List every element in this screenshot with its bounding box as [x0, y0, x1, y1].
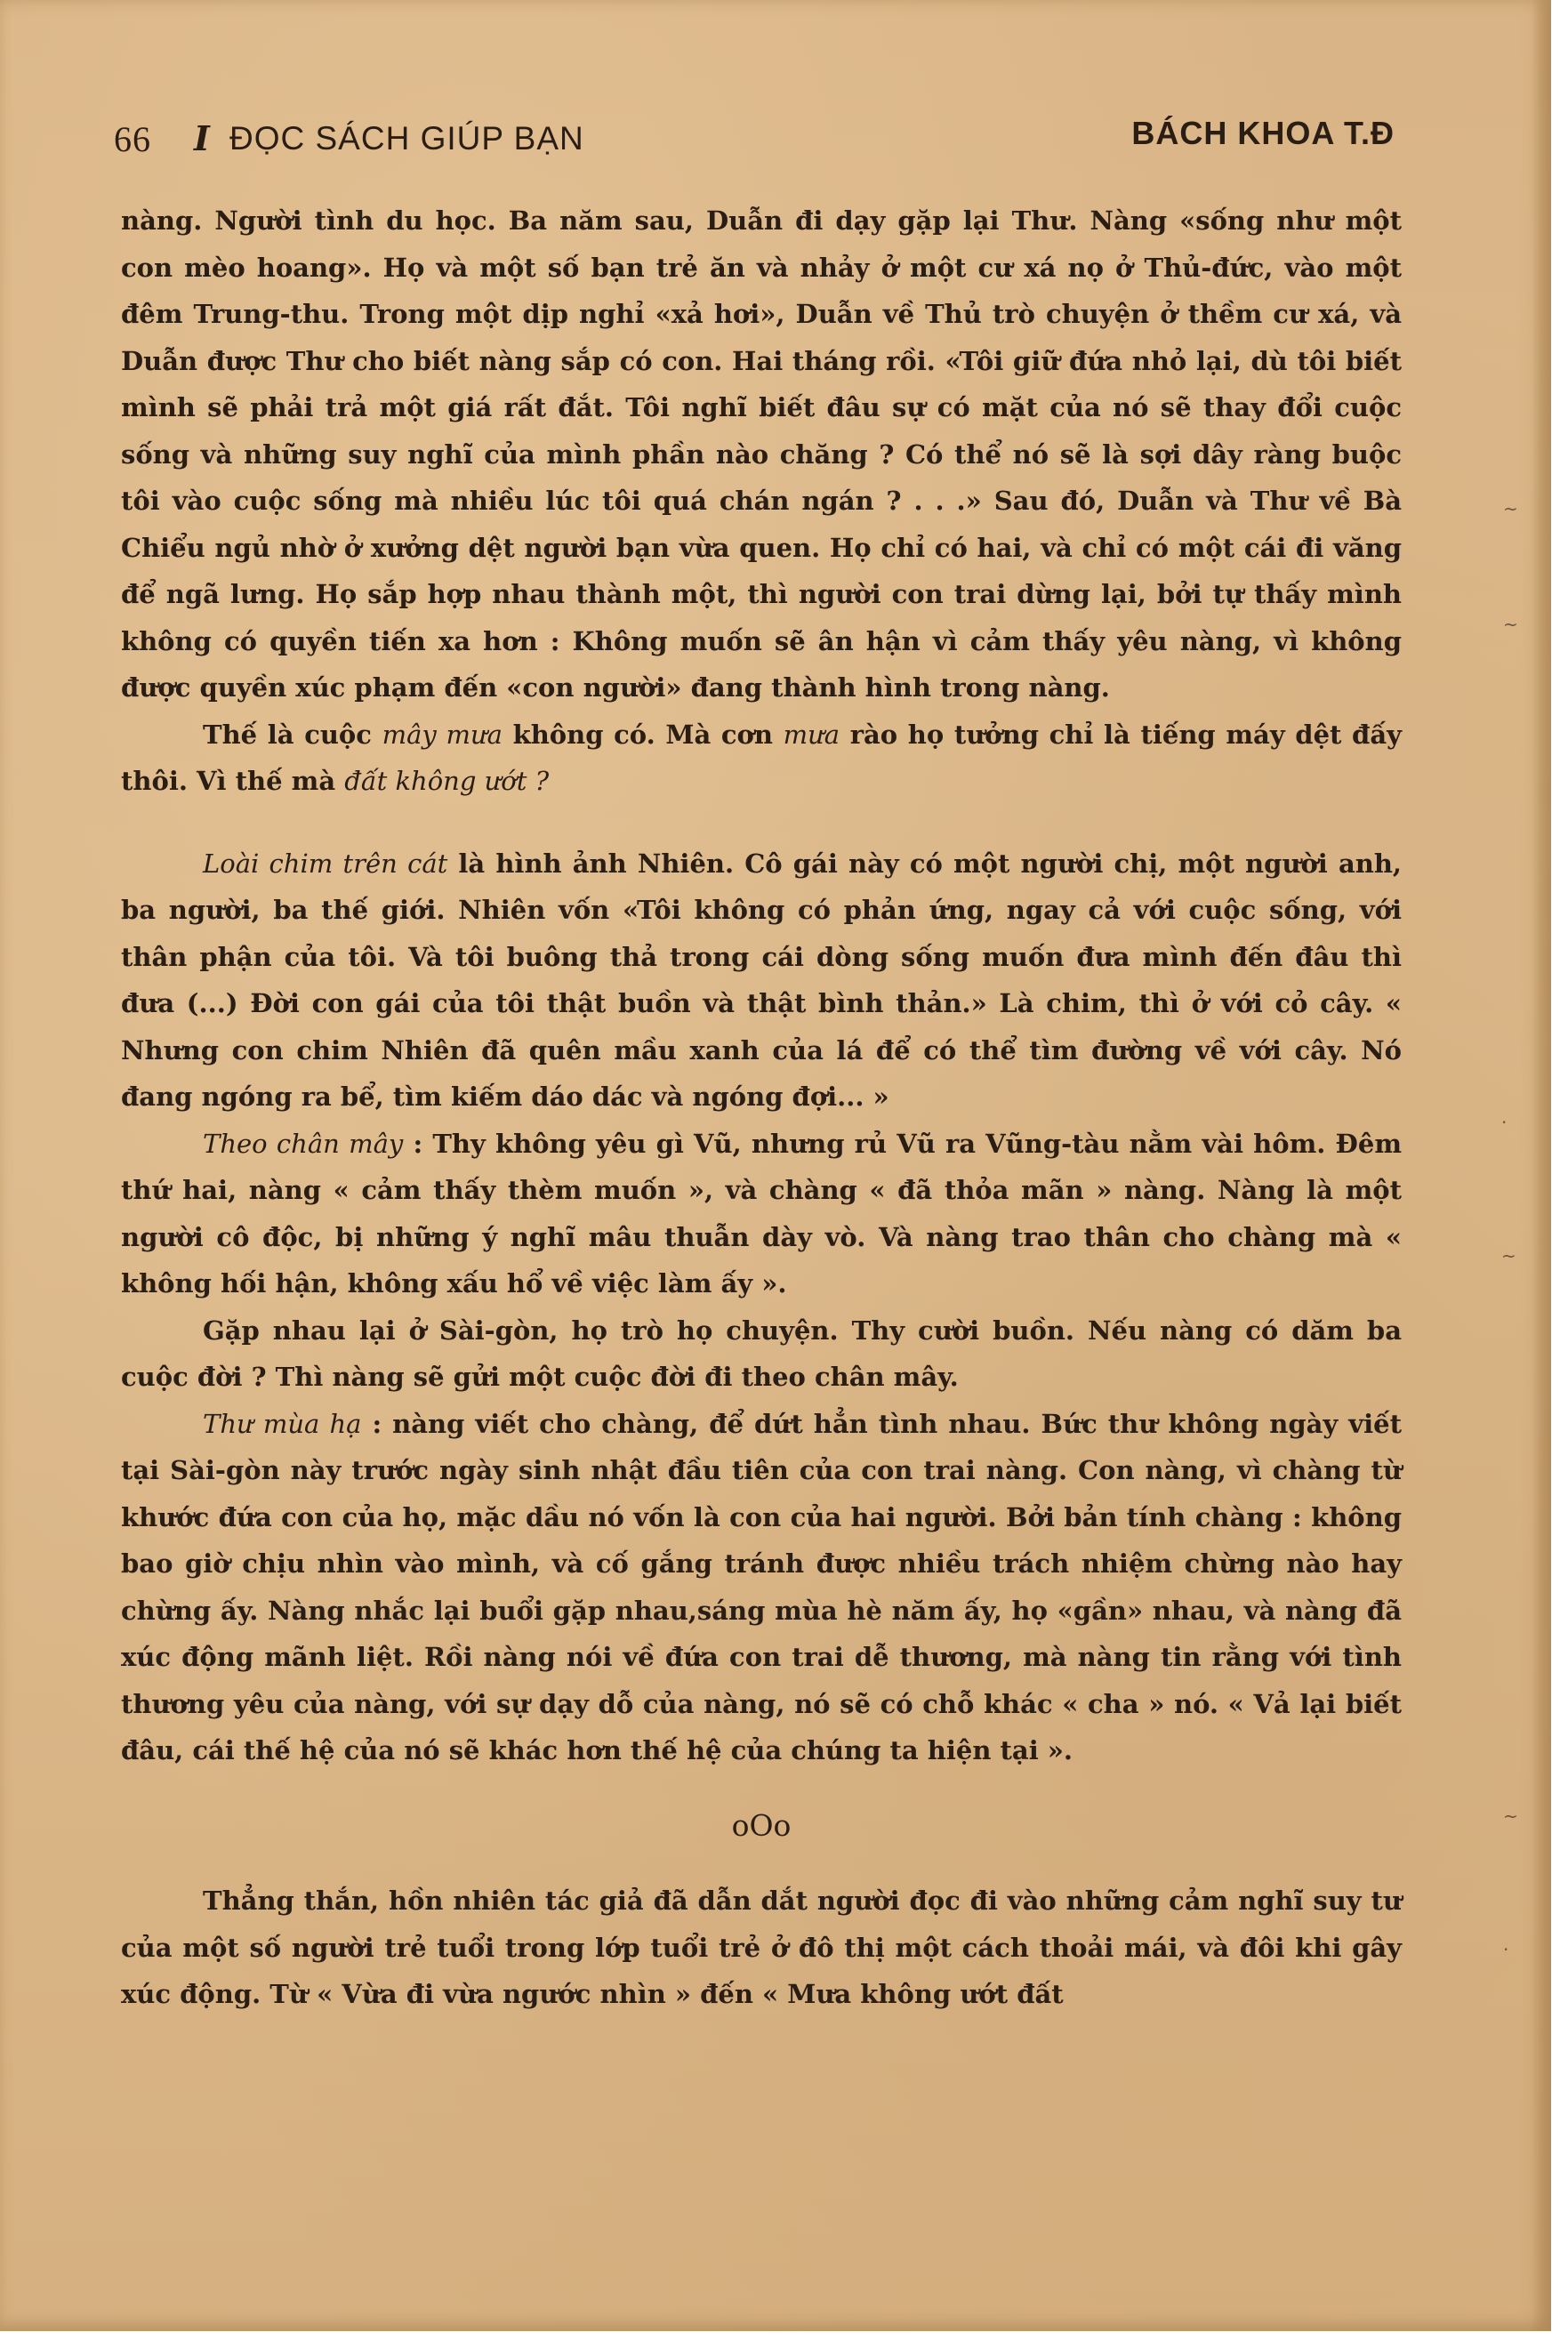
margin-mark: · — [1501, 1112, 1508, 1133]
margin-mark: · — [1503, 1939, 1509, 1960]
section-separator: oOo — [731, 1807, 792, 1843]
text-segment: Thẳng thắn, hồn nhiên tác giả đã dẫn dắt người đọc đi vào những cảm nghĩ suy tư của một số người trẻ tuổi trong lớp tuổi trẻ ở đô thị một cách thoải mái, và đôi khi gây xúc động. Từ « Vừa đi vừa ngước nhìn » đến « Mưa không ướt đất — [121, 1886, 1402, 2009]
text-segment: không có. Mà cơn — [502, 719, 784, 750]
margin-mark: ~ — [1503, 1805, 1518, 1827]
text-segment: : nàng viết cho chàng, để dứt hẳn tình nhau. Bức thư không ngày viết tại Sài-gòn này trước ngày sinh nhật đầu tiên của con trai nàng. Con nàng, vì chàng từ khước đứa con của họ, mặc dầu nó vốn là con của hai người. Bởi bản tính chàng : không bao giờ chịu nhìn vào mình, và cố gắng tránh được nhiều trách nhiệm chừng nào hay chừng ấy. Nàng nhắc lại buổi gặp nhau,sáng mùa hè năm ấy, họ «gần» nhau, và nàng đã xúc động mãnh liệt. Rồi nàng nói về đứa con trai dễ thương, mà nàng tin rằng với tình thương yêu của nàng, với sự dạy dỗ của nàng, nó sẽ có chỗ khác « cha » nó. « Vả lại biết đâu, cái thế hệ của nó sẽ khác hơn thế hệ của chúng ta hiện tại ». — [121, 1408, 1402, 1765]
paragraph — [121, 840, 1402, 1121]
italic-text: Theo chân mây — [203, 1128, 404, 1159]
italic-text: mây mưa — [382, 719, 503, 750]
page-header — [114, 111, 1395, 165]
margin-mark: ~ — [1501, 1245, 1516, 1266]
margin-mark: ~ — [1503, 614, 1518, 635]
paragraph — [121, 1401, 1402, 1774]
margin-mark: ~ — [1503, 498, 1518, 519]
italic-text: Loài chim trên cát — [203, 848, 448, 879]
paragraph — [121, 712, 1402, 805]
text-segment: nàng. Người tình du học. Ba năm sau, Duẫn đi dạy gặp lại Thư. Nàng «sống như một con mèo hoang». Họ và một số bạn trẻ ăn và nhảy ở một cư xá nọ ở Thủ-đức, vào một đêm Trung-thu. Trong một dịp nghỉ «xả hơi», Duẫn về Thủ trò chuyện ở thềm cư xá, và Duẫn được Thư cho biết nàng sắp có con. Hai tháng rồi. «Tôi giữ đứa nhỏ lại, dù tôi biết mình sẽ phải trả một giá rất đắt. Tôi nghĩ biết đâu sự có mặt của nó sẽ thay đổi cuộc sống và những suy nghĩ của mình phần nào chăng ? Có thể nó sẽ là sợi dây ràng buộc tôi vào cuộc sống mà nhiều lúc tôi quá chán ngán ? . . .» Sau đó, Duẫn và Thư về Bà Chiểu ngủ nhờ ở xưởng dệt người bạn vừa quen. Họ chỉ có hai, và chỉ có một cái đi văng để ngã lưng. Họ sắp hợp nhau thành một, thì người con trai dừng lại, bởi tự thấy mình không có quyền tiến xa hơn : Không muốn sẽ ân hận vì cảm thấy yêu nàng, vì không được quyền xúc phạm đến «con người» đang thành hình trong nàng. — [121, 205, 1402, 703]
text-segment: là hình ảnh Nhiên. Cô gái này có một người chị, một người anh, ba người, ba thế giới. Nhiên vốn «Tôi không có phản ứng, ngay cả với cuộc sống, với thân phận của tôi. Và tôi buông thả trong cái dòng sống muốn đưa mình đến đâu thì đưa (...) Đời con gái của tôi thật buồn và thật bình thản.» Là chim, thì ở với cỏ cây. « Nhưng con chim Nhiên đã quên mầu xanh của lá để có thể tìm đường về với cây. Nó đang ngóng ra bể, tìm kiếm dáo dác và ngóng đợi... » — [121, 848, 1402, 1112]
paragraph — [121, 1878, 1402, 2018]
paragraph-gap — [121, 1849, 1402, 1878]
paragraph — [121, 1307, 1402, 1401]
paragraph — [121, 197, 1402, 712]
paragraph — [121, 1121, 1402, 1307]
text-segment: Gặp nhau lại ở Sài-gòn, họ trò họ chuyện. Thy cười buồn. Nếu nàng có dăm ba cuộc đời ? Thì nàng sẽ gửi một cuộc đời đi theo chân mây. — [121, 1315, 1402, 1392]
page-number: 66 — [114, 119, 151, 159]
paragraph-gap — [121, 1774, 1402, 1803]
header-separator: I — [194, 118, 210, 158]
article-body — [121, 197, 1402, 2018]
italic-text: mưa — [783, 719, 840, 750]
italic-text: Thư mùa hạ — [203, 1408, 362, 1439]
publication-name: BÁCH KHOA T.Đ — [1131, 115, 1395, 151]
text-segment: Thế là cuộc — [203, 719, 382, 750]
paragraph-gap — [121, 805, 1402, 840]
italic-text: đất không ướt ? — [344, 766, 550, 796]
text-segment: rào họ tưởng chỉ là tiếng máy dệt đấy thôi. Vì thế mà — [121, 719, 1402, 796]
section-title: ĐỌC SÁCH GIÚP BẠN — [229, 120, 584, 157]
page-edge-shadow — [1532, 0, 1551, 2331]
text-segment: : Thy không yêu gì Vũ, nhưng rủ Vũ ra Vũng-tàu nằm vài hôm. Đêm thứ hai, nàng « cảm thấy thèm muốn », và chàng « đã thỏa mãn » nàng. Nàng là một người cô độc, bị những ý nghĩ mâu thuẫn dày vò. Và nàng trao thân cho chàng mà « không hối hận, không xấu hổ về việc làm ấy ». — [121, 1128, 1403, 1299]
